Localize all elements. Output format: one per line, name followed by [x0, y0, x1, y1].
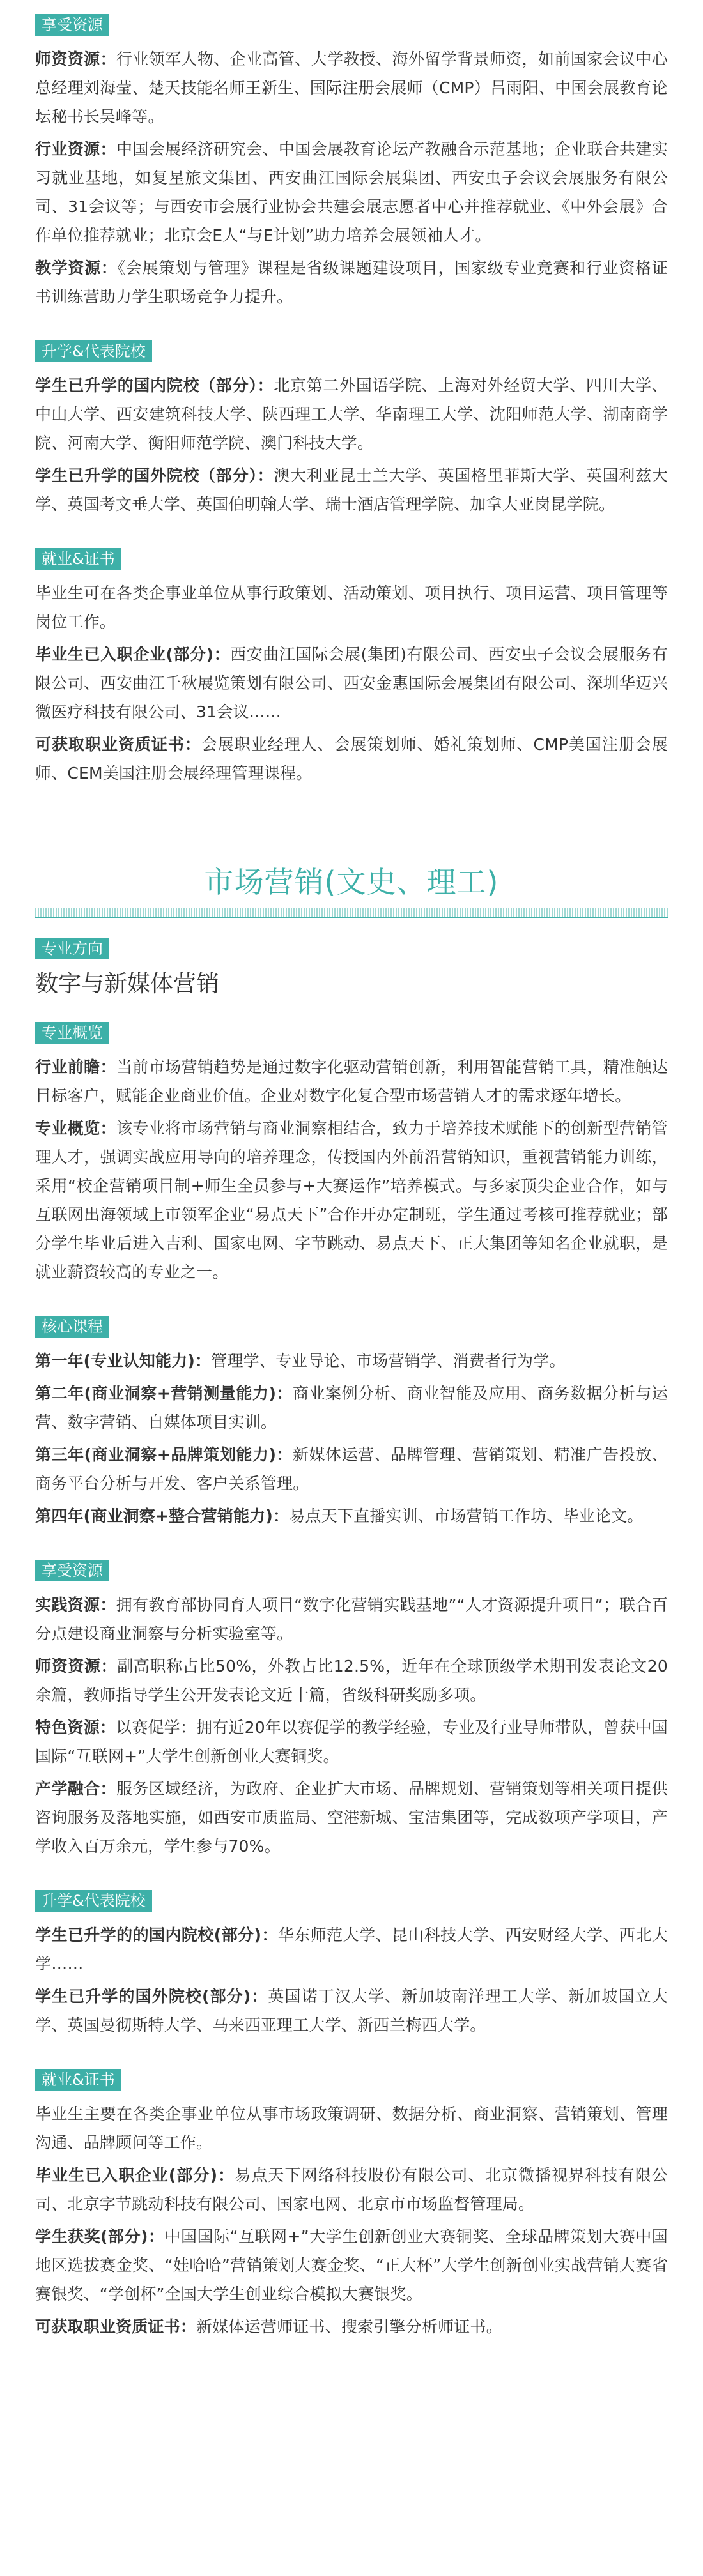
paragraph [35, 2100, 668, 2157]
paragraph-label: 可获取职业资质证书： [35, 735, 201, 754]
paragraph-label: 学生已升学的国外院校(部分)： [35, 1987, 268, 2006]
paragraph-label: 可获取职业资质证书： [35, 2317, 197, 2336]
direction-tag: 专业方向 [35, 938, 109, 959]
schools-section-1 [35, 340, 668, 519]
overview-list [35, 1053, 668, 1286]
paragraph [35, 1774, 668, 1861]
paragraph-text: 易点天下网络科技股份有限公司、北京微播视界科技有限公司、北京字节跳动科技有限公司、国家电网、北京市市场监督管理局。 [35, 2166, 668, 2213]
direction-section [35, 938, 668, 1000]
paragraph [35, 1713, 668, 1771]
paragraph-text: 华东师范大学、昆山科技大学、西安财经大学、西北大学…… [35, 1926, 668, 1973]
paragraph-label: 师资资源： [35, 50, 116, 68]
schools-section-2 [35, 1890, 668, 2039]
paragraph [35, 2161, 668, 2218]
direction-value: 数字与新媒体营销 [35, 971, 220, 997]
paragraph [35, 1114, 668, 1286]
paragraph-label: 学生获奖(部分)： [35, 2227, 165, 2246]
paragraph [35, 1921, 668, 1978]
paragraph-label: 行业前瞻： [35, 1058, 116, 1076]
paragraph-text: 该专业将市场营销与商业洞察相结合，致力于培养技术赋能下的创新型营销管理人才，强调实战应用导向的培养理念，传授国内外前沿营销知识，重视营销能力训练，采用“校企营销项目制+师生全员参与+大赛运作”培养模式。与多家顶尖企业合作，如与互联网出海领域上市领军企业“易点天下”合作开办定制班，学生通过考核可推荐就业；部分学生毕业后进入吉利、国家电网、字节跳动、易点天下、正大集团等知名企业就职，是就业薪资较高的专业之一。 [35, 1119, 668, 1281]
paragraph-text: 会展职业经理人、会展策划师、婚礼策划师、CMP美国注册会展师、CEM美国注册会展经理管理课程。 [35, 735, 668, 782]
paragraph [35, 640, 668, 726]
resources-list [35, 45, 668, 311]
paragraph [35, 461, 668, 519]
resources-list [35, 1590, 668, 1861]
paragraph [35, 1982, 668, 2039]
paragraph-text: 拥有教育部协同育人项目“数字化营销实践基地”“人才资源提升项目”；联合百分点建设商业洞察与分析实验室等。 [35, 1596, 668, 1643]
paragraph-label: 行业资源： [35, 140, 116, 158]
major-title-block [35, 863, 668, 901]
paragraph [35, 1053, 668, 1110]
paragraph [35, 579, 668, 636]
courses-list [35, 1346, 668, 1530]
career-list [35, 2100, 668, 2341]
overview-tag: 专业概览 [35, 1022, 109, 1044]
courses-section [35, 1316, 668, 1530]
paragraph-label: 学生已升学的的国内院校(部分)： [35, 1926, 278, 1944]
paragraph [35, 135, 668, 250]
paragraph-label: 实践资源： [35, 1596, 116, 1614]
paragraph [35, 1590, 668, 1648]
paragraph-label: 产学融合： [35, 1780, 116, 1798]
resources-section-1 [35, 14, 668, 311]
paragraph [35, 730, 668, 788]
paragraph-label: 第四年(商业洞察+整合营销能力)： [35, 1507, 290, 1525]
paragraph-label: 教学资源： [35, 259, 118, 277]
career-section-1 [35, 548, 668, 788]
paragraph-text: 北京第二外国语学院、上海对外经贸大学、四川大学、中山大学、西安建筑科技大学、陕西理工大学、华南理工大学、沈阳师范大学、湖南商学院、河南大学、衡阳师范学院、澳门科技大学。 [35, 376, 668, 452]
paragraph [35, 1379, 668, 1437]
paragraph-text: 中国国际“互联网+”大学生创新创业大赛铜奖、全球品牌策划大赛中国地区选拔赛金奖、“娃哈哈”营销策划大赛金奖、“正大杯”大学生创新创业实战营销大赛省赛银奖、“学创杯”全国大学生创业综合模拟大赛银奖。 [35, 2227, 668, 2303]
paragraph-label: 毕业生已入职企业(部分)： [35, 645, 231, 664]
paragraph [35, 1346, 668, 1375]
resources-tag: 享受资源 [35, 1560, 109, 1581]
paragraph-text: 管理学、专业导论、市场营销学、消费者行为学。 [211, 1352, 566, 1370]
paragraph [35, 371, 668, 457]
paragraph-text: 新媒体运营、品牌管理、营销策划、精准广告投放、商务平台分析与开发、客户关系管理。 [35, 1445, 668, 1493]
paragraph-text: 易点天下直播实训、市场营销工作坊、毕业论文。 [289, 1507, 644, 1525]
schools-list [35, 371, 668, 519]
paragraph-text: 中国会展经济研究会、中国会展教育论坛产教融合示范基地；企业联合共建实习就业基地，如复星旅文集团、西安曲江国际会展集团、西安虫子会议会展服务有限公司、31会议等；与西安市会展行业协会共建会展志愿者中心并推荐就业、《中外会展》合作单位推荐就业；北京会E人“与E计划”助力培养会展领袖人才。 [35, 140, 668, 245]
major-title: 市场营销(文史、理工) [204, 865, 499, 899]
paragraph-text: 服务区域经济，为政府、企业扩大市场、品牌规划、营销策划等相关项目提供咨询服务及落地实施，如西安市质监局、空港新城、宝洁集团等，完成数项产学项目，产学收入百万余元，学生参与70%。 [35, 1780, 668, 1856]
schools-tag: 升学&代表院校 [35, 1890, 152, 1912]
schools-list [35, 1921, 668, 2039]
paragraph-text: 澳大利亚昆士兰大学、英国格里菲斯大学、英国利兹大学、英国考文垂大学、英国伯明翰大学、瑞士酒店管理学院、加拿大亚岗昆学院。 [35, 466, 668, 514]
paragraph-text: 英国诺丁汉大学、新加坡南洋理工大学、新加坡国立大学、英国曼彻斯特大学、马来西亚理工大学、新西兰梅西大学。 [35, 1987, 668, 2034]
paragraph-label: 特色资源： [35, 1718, 116, 1737]
paragraph-text: 当前市场营销趋势是通过数字化驱动营销创新，利用智能营销工具，精准触达目标客户，赋能企业商业价值。企业对数字化复合型市场营销人才的需求逐年增长。 [35, 1058, 668, 1105]
paragraph-text: 以赛促学：拥有近20年以赛促学的教学经验，专业及行业导师带队，曾获中国国际“互联网+”大学生创新创业大赛铜奖。 [35, 1718, 668, 1765]
paragraph-label: 第二年(商业洞察+营销测量能力)： [35, 1384, 293, 1403]
paragraph [35, 1440, 668, 1498]
resources-tag: 享受资源 [35, 14, 109, 36]
paragraph-text: 商业案例分析、商业智能及应用、商务数据分析与运营、数字营销、自媒体项目实训。 [35, 1384, 668, 1431]
paragraph-label: 师资资源： [35, 1657, 118, 1675]
paragraph [35, 254, 668, 311]
paragraph-text: 西安曲江国际会展(集团)有限公司、西安虫子会议会展服务有限公司、西安曲江千秋展览策划有限公司、西安金惠国际会展集团有限公司、深圳华迈兴微医疗科技有限公司、31会议…… [35, 645, 668, 721]
career-tag: 就业&证书 [35, 2069, 121, 2091]
paragraph-label: 第一年(专业认知能力)： [35, 1352, 212, 1370]
paragraph [35, 45, 668, 131]
career-tag: 就业&证书 [35, 548, 121, 570]
paragraph-text: 《会展策划与管理》课程是省级课题建设项目，国家级专业竞赛和行业资格证书训练营助力学生职场竞争力提升。 [35, 259, 668, 306]
overview-section [35, 1022, 668, 1286]
paragraph-label: 学生已升学的国外院校（部分）： [35, 466, 274, 485]
paragraph [35, 1652, 668, 1709]
paragraph [35, 2222, 668, 2308]
career-section-2 [35, 2069, 668, 2341]
resources-section-2 [35, 1560, 668, 1861]
paragraph-text: 副高职称占比50%，外教占比12.5%，近年在全球顶级学术期刊发表论文20余篇，教师指导学生公开发表论文近十篇，省级科研奖励多项。 [35, 1657, 668, 1704]
paragraph-text: 毕业生可在各类企事业单位从事行政策划、活动策划、项目执行、项目运营、项目管理等岗位工作。 [35, 584, 668, 631]
paragraph-label: 专业概览： [35, 1119, 116, 1138]
schools-tag: 升学&代表院校 [35, 340, 152, 362]
courses-tag: 核心课程 [35, 1316, 109, 1338]
paragraph-label: 第三年(商业洞察+品牌策划能力)： [35, 1445, 293, 1464]
paragraph [35, 1502, 668, 1530]
paragraph-label: 毕业生已入职企业(部分)： [35, 2166, 235, 2184]
paragraph [35, 2312, 668, 2341]
title-divider [35, 908, 668, 918]
paragraph-text: 行业领军人物、企业高管、大学教授、海外留学背景师资，如前国家会议中心总经理刘海莹、楚天技能名师王新生、国际注册会展师（CMP）吕雨阳、中国会展教育论坛秘书长吴峰等。 [35, 50, 668, 126]
content [0, 14, 703, 2341]
paragraph-text: 新媒体运营师证书、搜索引擎分析师证书。 [196, 2317, 502, 2336]
career-list [35, 579, 668, 788]
paragraph-label: 学生已升学的国内院校（部分）： [35, 376, 274, 395]
paragraph-text: 毕业生主要在各类企事业单位从事市场政策调研、数据分析、商业洞察、营销策划、管理沟通、品牌顾问等工作。 [35, 2105, 668, 2152]
